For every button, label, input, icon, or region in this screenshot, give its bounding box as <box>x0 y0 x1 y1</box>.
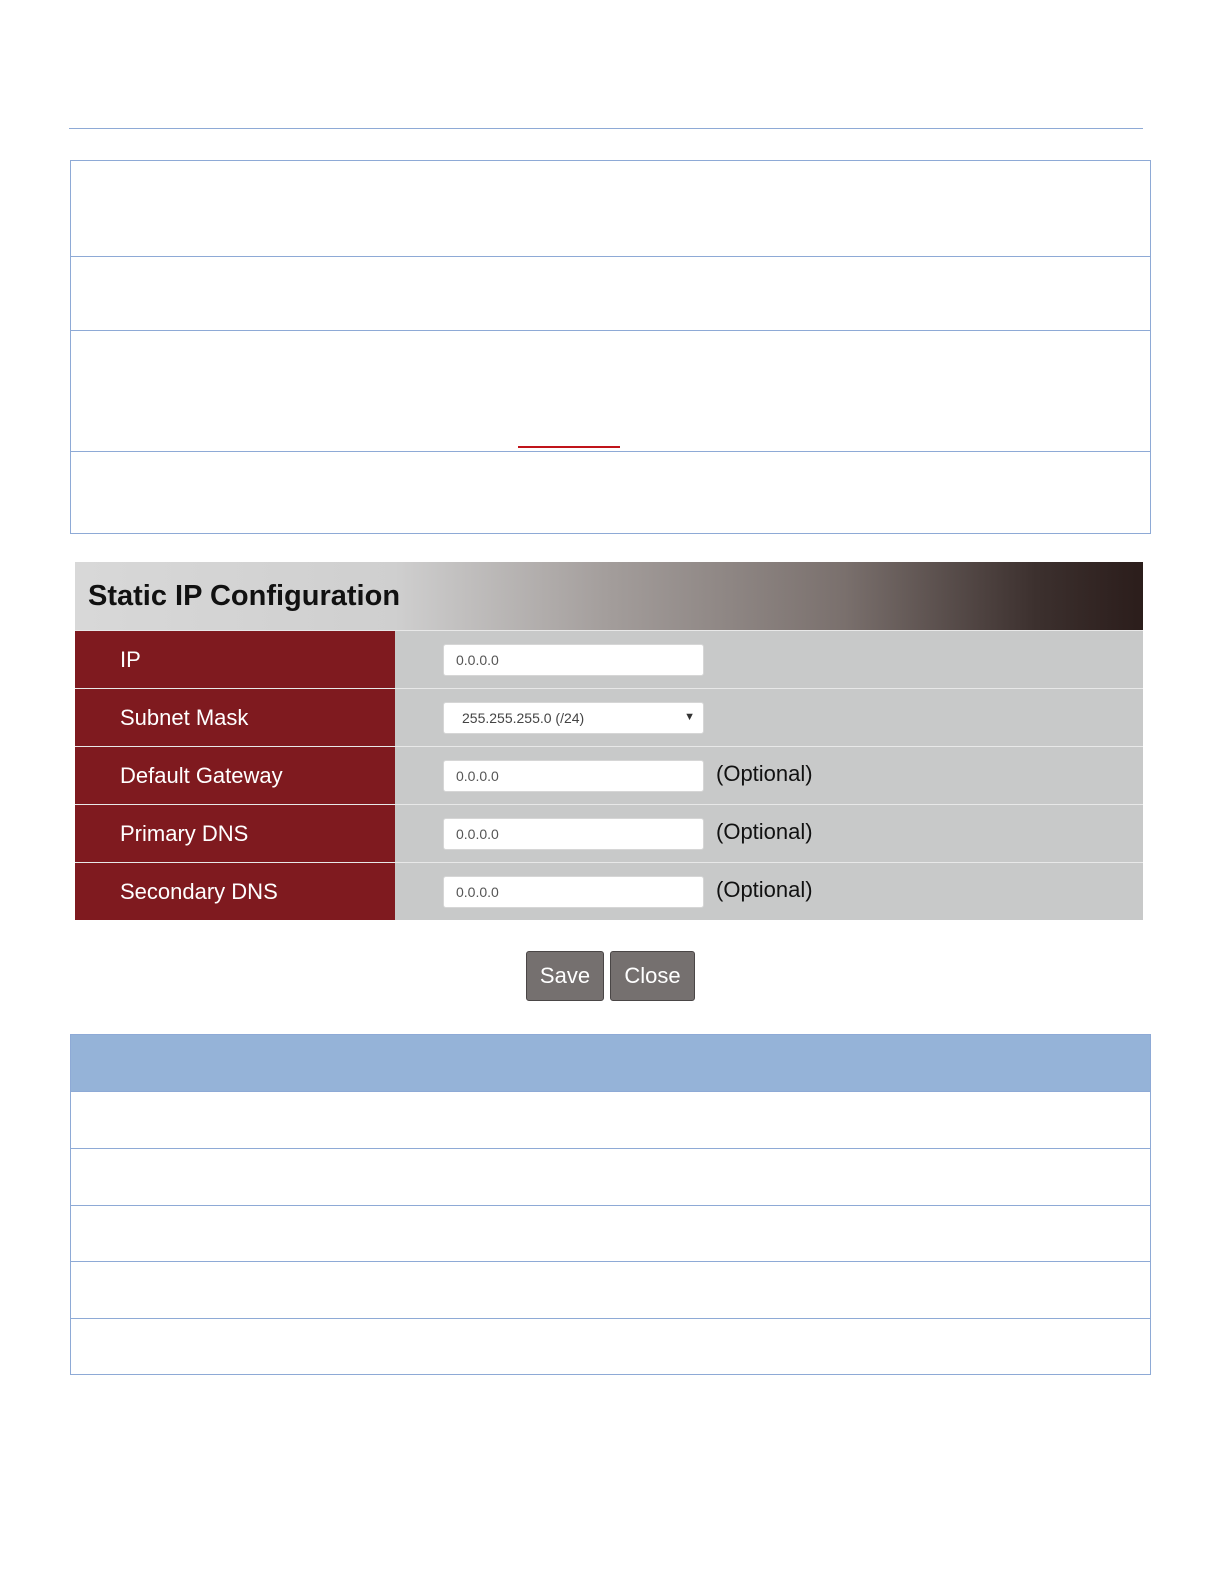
primary-dns-label: Primary DNS <box>75 805 395 862</box>
top-divider <box>69 128 1143 129</box>
document-table-top <box>70 160 1151 534</box>
optional-note: (Optional) <box>716 818 813 844</box>
panel-title: Static IP Configuration <box>88 579 401 612</box>
optional-note: (Optional) <box>716 760 813 786</box>
subnet-mask-row <box>75 688 1143 746</box>
table-row <box>71 1148 1150 1205</box>
table-row <box>71 331 1150 452</box>
default-gateway-label: Default Gateway <box>75 747 395 804</box>
table-row <box>71 1318 1150 1374</box>
primary-dns-row <box>75 804 1143 862</box>
chevron-down-icon: ▼ <box>684 710 695 723</box>
table-row <box>71 257 1150 331</box>
table-header <box>71 1035 1150 1091</box>
table-row <box>71 452 1150 533</box>
table-row <box>71 1091 1150 1148</box>
subnet-mask-selected: 255.255.255.0 (/24) <box>462 709 585 726</box>
subnet-mask-select[interactable] <box>443 702 704 734</box>
ip-label: IP <box>75 631 395 688</box>
optional-note: (Optional) <box>716 876 813 902</box>
subnet-mask-value-cell <box>395 689 1143 746</box>
table-row <box>71 161 1150 257</box>
primary-dns-value-cell <box>395 805 1143 862</box>
table-row <box>71 1261 1150 1318</box>
secondary-dns-input[interactable] <box>443 876 704 908</box>
panel-header <box>75 562 1143 630</box>
secondary-dns-label: Secondary DNS <box>75 863 395 920</box>
close-button[interactable]: Close <box>610 951 695 1001</box>
default-gateway-value-cell <box>395 747 1143 804</box>
ip-row <box>75 630 1143 688</box>
ip-value-cell <box>395 631 1143 688</box>
subnet-mask-label: Subnet Mask <box>75 689 395 746</box>
red-underline-mark <box>518 446 620 448</box>
secondary-dns-value-cell <box>395 863 1143 920</box>
ip-input[interactable] <box>443 644 704 676</box>
save-button[interactable]: Save <box>526 951 604 1001</box>
document-table-bottom <box>70 1034 1151 1375</box>
secondary-dns-row <box>75 862 1143 920</box>
static-ip-panel <box>75 562 1143 920</box>
default-gateway-input[interactable] <box>443 760 704 792</box>
primary-dns-input[interactable] <box>443 818 704 850</box>
default-gateway-row <box>75 746 1143 804</box>
table-row <box>71 1205 1150 1261</box>
